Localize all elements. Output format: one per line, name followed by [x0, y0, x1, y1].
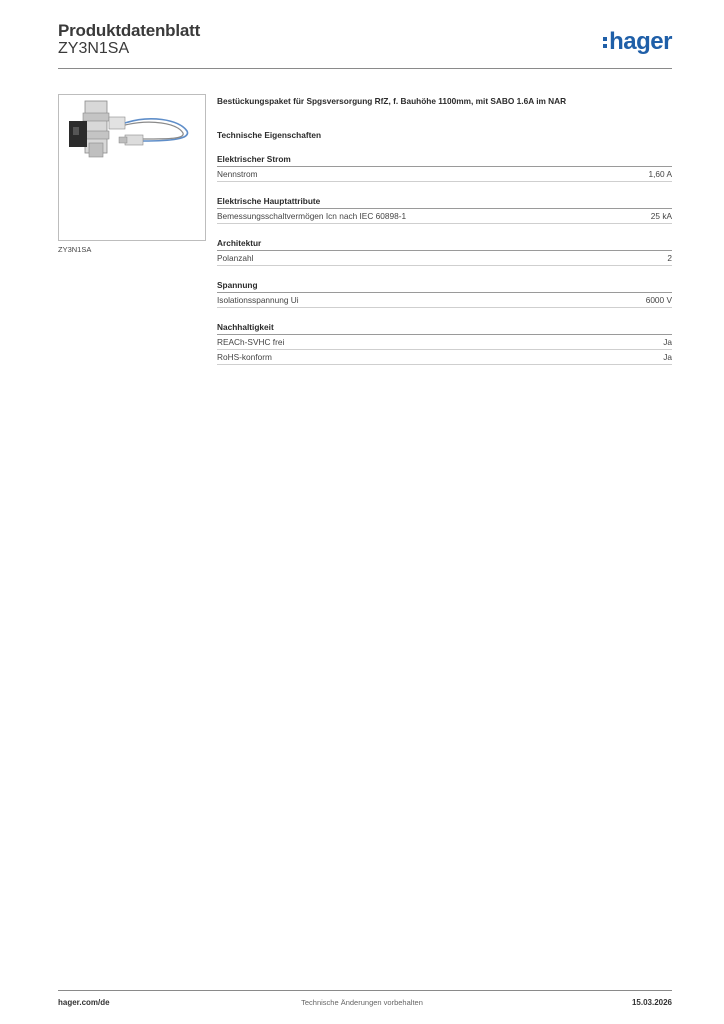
group-title: Architektur [217, 238, 672, 251]
hager-logo [603, 30, 672, 54]
product-details [217, 96, 672, 365]
footer-date: 15.03.2026 [631, 998, 672, 1007]
header-divider [58, 68, 672, 69]
property-label: RoHS-konform [217, 352, 272, 362]
property-row [217, 350, 672, 365]
property-row [217, 251, 672, 266]
logo-text: hager [609, 28, 672, 55]
property-label: REACh-SVHC frei [217, 337, 285, 347]
property-group [217, 154, 672, 182]
property-group [217, 322, 672, 365]
property-value: Ja [663, 352, 672, 362]
property-group [217, 280, 672, 308]
footer-notice: Technische Änderungen vorbehalten [301, 998, 423, 1007]
property-row [217, 167, 672, 182]
group-title: Elektrischer Strom [217, 154, 672, 167]
product-illustration-icon [59, 95, 205, 240]
property-value: 2 [667, 253, 672, 263]
document-title: Produktdatenblatt [58, 21, 201, 40]
image-caption: ZY3N1SA [58, 245, 92, 254]
property-group [217, 238, 672, 266]
property-label: Nennstrom [217, 169, 258, 179]
property-value: 25 kA [650, 211, 672, 221]
property-value: Ja [663, 337, 672, 347]
product-image [58, 94, 206, 241]
property-value: 1,60 A [648, 169, 672, 179]
property-label: Bemessungsschaltvermögen Icn nach IEC 60898-1 [217, 211, 407, 221]
property-row [217, 209, 672, 224]
footer-website-link[interactable]: hager.com/de [58, 998, 110, 1007]
article-number: ZY3N1SA [58, 40, 130, 57]
property-row [217, 335, 672, 350]
property-value: 6000 V [645, 295, 672, 305]
group-title: Nachhaltigkeit [217, 322, 672, 335]
property-label: Isolationsspannung Ui [217, 295, 299, 305]
logo-dots-icon [603, 37, 607, 48]
footer-divider [58, 990, 672, 991]
product-description: Bestückungspaket für Spgsversorgung RfZ, f. Bauhöhe 1100mm, mit SABO 1.6A im NAR [217, 96, 567, 106]
group-title: Spannung [217, 280, 672, 293]
property-row [217, 293, 672, 308]
property-group [217, 196, 672, 224]
group-title: Elektrische Hauptattribute [217, 196, 672, 209]
property-label: Polanzahl [217, 253, 254, 263]
section-title: Technische Eigenschaften [217, 130, 322, 140]
